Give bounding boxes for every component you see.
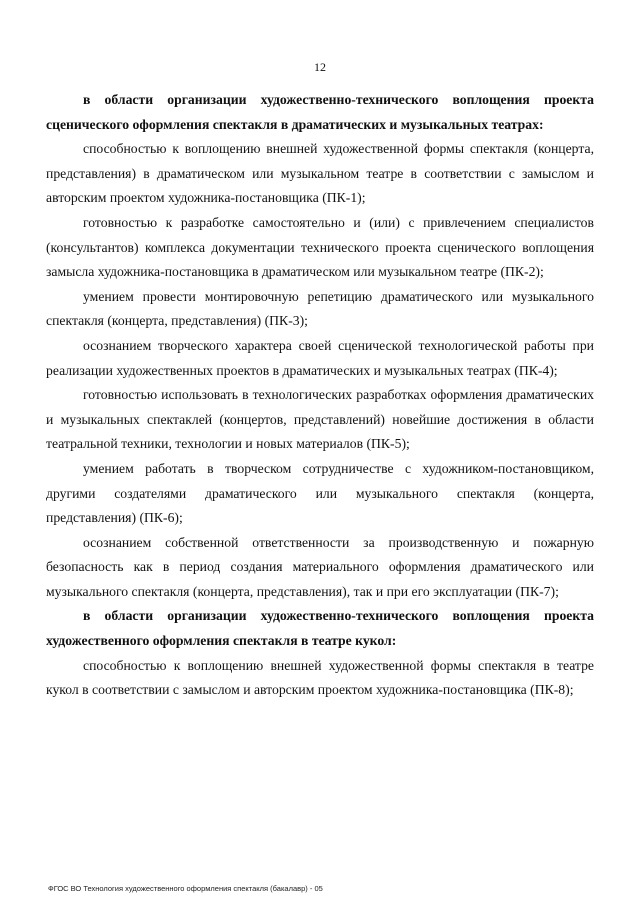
competency-item: умением провести монтировочную репетицию драматического или музыкального спектакля (концерта, представления) (ПК-3); — [46, 288, 594, 329]
page-number: 12 — [314, 60, 326, 74]
document-body — [46, 88, 594, 703]
section-heading: в области организации художественно-технического воплощения проекта художественного оформления спектакля в театре кукол: — [46, 608, 594, 649]
competency-item: способностью к воплощению внешней художественной формы спектакля в театре кукол в соответствии с замыслом и авторским проектом художника-постановщика (ПК-8); — [46, 657, 594, 698]
competency-item: осознанием собственной ответственности за производственную и пожарную безопасность как в период создания материального оформления драматического или музыкального спектакля (концерта, представления), так и при его эксплуатации (ПК-7); — [46, 534, 594, 599]
section-heading: в области организации художественно-технического воплощения проекта сценического оформления спектакля в драматических и музыкальных театрах: — [46, 92, 594, 132]
competency-item: осознанием творческого характера своей сценической технологической работы при реализации художественных проектов в драматических и музыкальных театрах (ПК-4); — [46, 337, 594, 378]
competency-item: умением работать в творческом сотрудничестве с художником-постановщиком, другими создателями драматического или музыкального спектакля (концерта, представления) (ПК-6); — [46, 460, 594, 526]
competency-item: готовностью использовать в технологических разработках оформления драматических и музыкальных спектаклей (концертов, представлений) новейшие достижения в области театральной техники, технологии и новых материалов (ПК-5); — [46, 387, 594, 452]
competency-item: готовностью к разработке самостоятельно и (или) с привлечением специалистов (консультантов) комплекса документации технического проекта сценического воплощения замысла художника-постановщика в драматическом или музыкальном театре (ПК-2); — [46, 214, 594, 280]
page-footer: ФГОС ВО Технология художественного оформления спектакля (бакалавр) - 05 — [48, 884, 323, 893]
competency-item: способностью к воплощению внешней художественной формы спектакля (концерта, представления) в драматическом или музыкальном театре в соответствии с замыслом и авторским проектом художника-постановщика (ПК-1); — [46, 141, 594, 206]
